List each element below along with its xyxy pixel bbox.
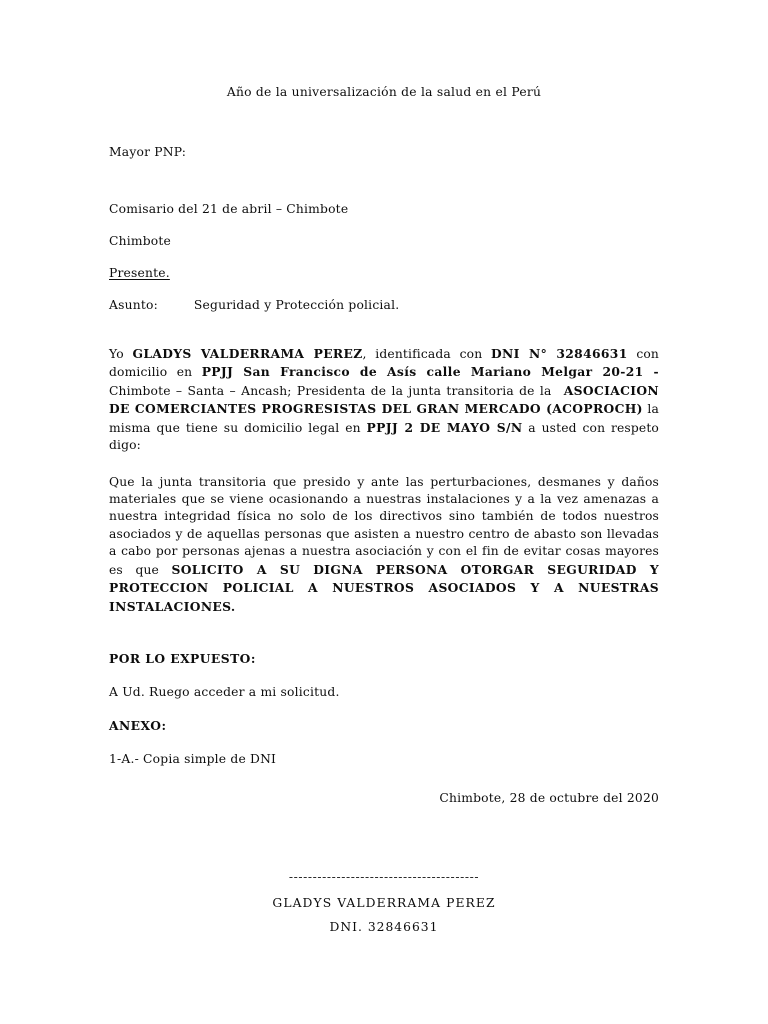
recipient-office: Comisario del 21 de abril – Chimbote xyxy=(109,201,349,216)
p1-bold-address: PPJJ San Francisco de Asís calle Mariano Melgar 20-21 - xyxy=(201,364,659,380)
document-content xyxy=(109,0,659,934)
closing-block xyxy=(109,653,659,765)
p1-text-1: Yo xyxy=(109,346,133,361)
signature-block xyxy=(109,871,659,934)
body-paragraph-2 xyxy=(109,474,659,617)
p1-text-3: con domicilio en xyxy=(109,346,659,380)
p1-text-5: la misma que tiene su domicilio legal en xyxy=(109,402,659,435)
recipient-presente-line xyxy=(109,267,659,279)
signature-name: GLADYS VALDERRAMA PEREZ xyxy=(272,895,496,910)
closing-anexo-item: 1-A.- Copia simple de DNI xyxy=(109,752,277,767)
closing-anexo-label: ANEXO: xyxy=(109,717,167,733)
body-paragraph-1 xyxy=(109,345,659,455)
p1-bold-name: GLADYS VALDERRAMA PEREZ xyxy=(132,345,363,361)
recipient-city: Chimbote xyxy=(109,233,172,248)
p1-bold-legal-address: PPJJ 2 DE MAYO S/N xyxy=(366,419,523,435)
recipient-salutation: Mayor PNP: xyxy=(109,145,187,160)
p1-text-2: , identificada con xyxy=(362,346,491,361)
spacer xyxy=(109,179,659,203)
signature-dni: DNI. 32846631 xyxy=(329,920,439,935)
recipient-presente: Presente. xyxy=(109,266,170,281)
p2-text-1: Que la junta transitoria que presido y ante las perturbaciones, desmanes y daños materiales que se viene ocasionando a nuestras instalaciones y a la vez amenazas a nuestra integridad física no solo de los directivos sino también de todos nuestros asociados y de aquellas personas que asisten a nuestro centro de abasto son llevadas a cabo por personas ajenas a nuestra asociación y con el fin de evitar cosas mayores es que xyxy=(109,474,659,577)
closing-request: A Ud. Ruego acceder a mi solicitud. xyxy=(109,685,340,700)
p1-bold-dni: DNI N° 32846631 xyxy=(490,345,628,361)
subject-line xyxy=(109,299,659,311)
closing-por-lo-expuesto: POR LO EXPUESTO: xyxy=(109,651,256,667)
subject-value: Seguridad y Protección policial. xyxy=(193,298,400,313)
p1-text-6: a usted con respeto digo: xyxy=(109,420,659,453)
document-header-title: Año de la universalización de la salud en el Perú xyxy=(226,85,542,99)
subject-label: Asunto: xyxy=(109,298,158,313)
p1-bold-association: ASOCIACION DE COMERCIANTES PROGRESISTAS DEL GRAN MERCADO (ACOPROCH) xyxy=(109,382,659,417)
p2-bold-request: SOLICITO A SU DIGNA PERSONA OTORGAR SEGURIDAD Y PROTECCION POLICIAL A NUESTROS ASOCIADOS Y A NUESTRAS INSTALACIONES. xyxy=(109,561,659,614)
signature-line: ---------------------------------------- xyxy=(288,869,480,884)
closing-date: Chimbote, 28 de octubre del 2020 xyxy=(439,791,659,806)
recipient-block xyxy=(109,146,659,311)
p1-text-4: Chimbote – Santa – Ancash; Presidenta de la junta transitoria de la xyxy=(109,383,557,398)
